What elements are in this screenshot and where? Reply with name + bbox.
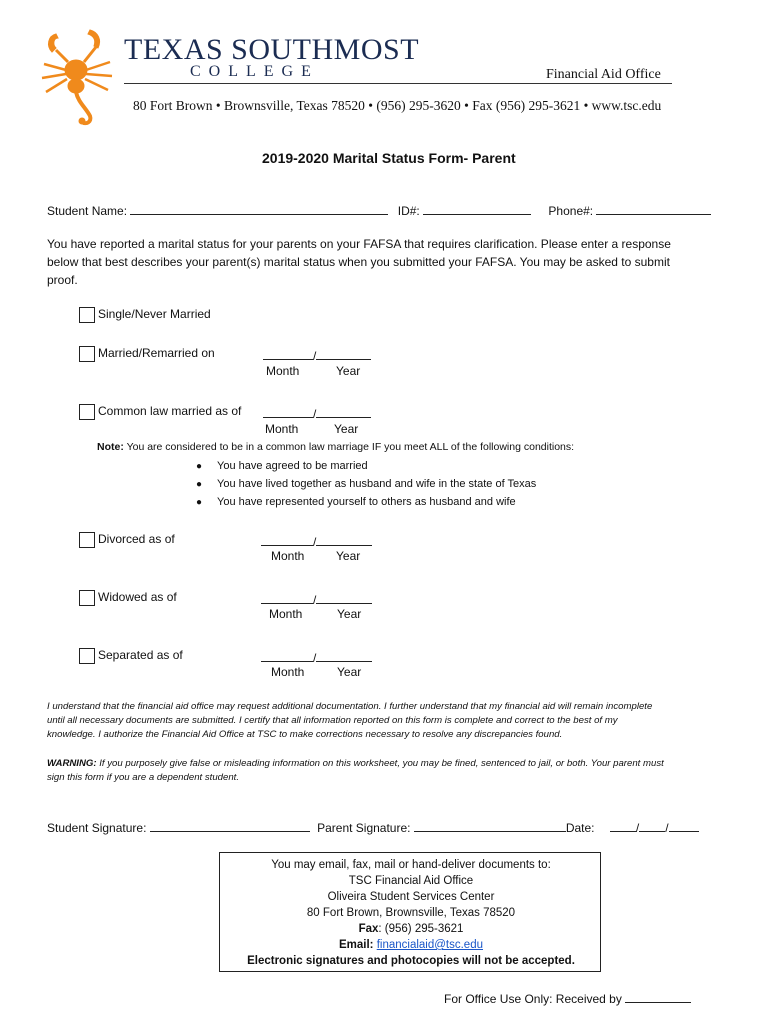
common-law-label: Common law married as of [98, 404, 242, 418]
separated-month-caption: Month [271, 665, 305, 679]
certification-line-2: until all necessary documents are submitted. I certify that all information reported on this form is complete and correct to the best of my [47, 715, 618, 726]
id-field[interactable] [423, 201, 531, 215]
contact-email: Email: financialaid@tsc.edu [338, 939, 483, 951]
email-link[interactable]: financialaid@tsc.edu [376, 939, 483, 951]
warning-text: If you purposely give false or misleading information on this worksheet, you may be fined, sentenced to jail, or both. Your parent must [96, 758, 664, 769]
condition-item: You have lived together as husband and wife in the state of Texas [217, 478, 537, 490]
address-line: 80 Fort Brown • Brownsville, Texas 78520 • (956) 295-3620 • Fax (956) 295-3621 • www.tsc.edu [133, 98, 662, 113]
married-label: Married/Remarried on [98, 346, 215, 360]
received-by-field[interactable] [625, 989, 691, 1003]
married-checkbox[interactable] [79, 346, 95, 362]
warning-label: WARNING: [47, 758, 97, 769]
note-label: Note: [97, 441, 124, 453]
form-title: 2019-2020 Marital Status Form- Parent [262, 150, 516, 166]
single-checkbox[interactable] [79, 307, 95, 323]
condition-item: You have agreed to be married [217, 460, 368, 472]
note-text: You are considered to be in a common law marriage IF you meet ALL of the following conditions: [123, 441, 575, 453]
student-signature-field[interactable] [150, 818, 310, 832]
student-name-field[interactable] [130, 201, 388, 215]
intro-line-1: You have reported a marital status for your parents on your FAFSA that requires clarification. Please enter a response [47, 237, 671, 251]
intro-line-3: proof. [47, 273, 78, 287]
fax-value: : (956) 295-3621 [378, 923, 464, 935]
married-date-field[interactable]: / [263, 346, 371, 363]
contact-box [219, 852, 601, 972]
bullet-icon: ● [196, 479, 203, 490]
date-day-field[interactable] [639, 818, 665, 832]
separated-checkbox[interactable] [79, 648, 95, 664]
bullet-icon: ● [196, 497, 203, 508]
condition-item: You have represented yourself to others as husband and wife [217, 496, 516, 508]
date-month-field[interactable] [610, 818, 636, 832]
parent-signature-label: Parent Signature: [317, 821, 414, 835]
student-name-label: Student Name: [47, 204, 131, 218]
student-signature-label: Student Signature: [47, 821, 150, 835]
married-year-caption: Year [336, 364, 361, 378]
certification-line-3: knowledge. I authorize the Financial Aid Office at TSC to make corrections necessary to resolve any discrepancies found. [47, 729, 563, 740]
common-law-month-caption: Month [265, 422, 299, 436]
widowed-year-caption: Year [337, 607, 362, 621]
widowed-month-caption: Month [269, 607, 303, 621]
warning-line-1 [47, 758, 664, 769]
common-law-note [97, 441, 574, 453]
common-law-checkbox[interactable] [79, 404, 95, 420]
contact-line: 80 Fort Brown, Brownsville, Texas 78520 [306, 907, 516, 919]
office-use-row [444, 989, 691, 1006]
divorced-year-caption: Year [336, 549, 361, 563]
date-label: Date: [565, 821, 598, 835]
date-year-field[interactable] [669, 818, 699, 832]
bullet-icon: ● [196, 461, 203, 472]
common-law-date-field[interactable]: / [263, 404, 371, 421]
contact-line: TSC Financial Aid Office [348, 875, 474, 887]
divorced-label: Divorced as of [98, 532, 175, 546]
divorced-month-caption: Month [271, 549, 305, 563]
intro-line-2: below that best describes your parent(s) marital status when you submitted your FAFSA. You may be asked to submit [47, 255, 670, 269]
separated-label: Separated as of [98, 648, 183, 662]
divorced-checkbox[interactable] [79, 532, 95, 548]
header-rule [124, 83, 672, 84]
widowed-date-field[interactable]: / [261, 590, 372, 607]
college-subtitle: COLLEGE [190, 63, 319, 80]
separated-year-caption: Year [337, 665, 362, 679]
office-name: Financial Aid Office [546, 67, 661, 82]
phone-label: Phone#: [548, 204, 597, 218]
contact-line: Oliveira Student Services Center [327, 891, 495, 903]
certification-line-1: I understand that the financial aid office may request additional documentation. I further understand that my financial aid will remain incomplete [47, 701, 653, 712]
common-law-year-caption: Year [334, 422, 359, 436]
signature-row: Student Signature: Parent Signature: Date: / / [47, 818, 699, 835]
single-label: Single/Never Married [98, 307, 211, 321]
fax-label: Fax [358, 923, 379, 935]
scorpion-icon [38, 26, 118, 126]
phone-field[interactable] [596, 201, 711, 215]
college-name: TEXAS SOUTHMOST [124, 33, 420, 66]
student-info-row [47, 201, 711, 218]
contact-fax [220, 923, 602, 935]
id-label: ID#: [397, 204, 424, 218]
email-label: Email [338, 939, 370, 951]
office-use-label: For Office Use Only: Received by [444, 992, 626, 1006]
parent-signature-field[interactable] [414, 818, 566, 832]
married-month-caption: Month [266, 364, 300, 378]
widowed-checkbox[interactable] [79, 590, 95, 606]
contact-line: You may email, fax, mail or hand-deliver documents to: [271, 859, 551, 871]
separated-date-field[interactable]: / [261, 648, 372, 665]
contact-closing: Electronic signatures and photocopies will not be accepted. [247, 955, 575, 967]
warning-line-2: sign this form if you are a dependent student. [47, 772, 239, 783]
divorced-date-field[interactable]: / [261, 532, 372, 549]
widowed-label: Widowed as of [98, 590, 177, 604]
